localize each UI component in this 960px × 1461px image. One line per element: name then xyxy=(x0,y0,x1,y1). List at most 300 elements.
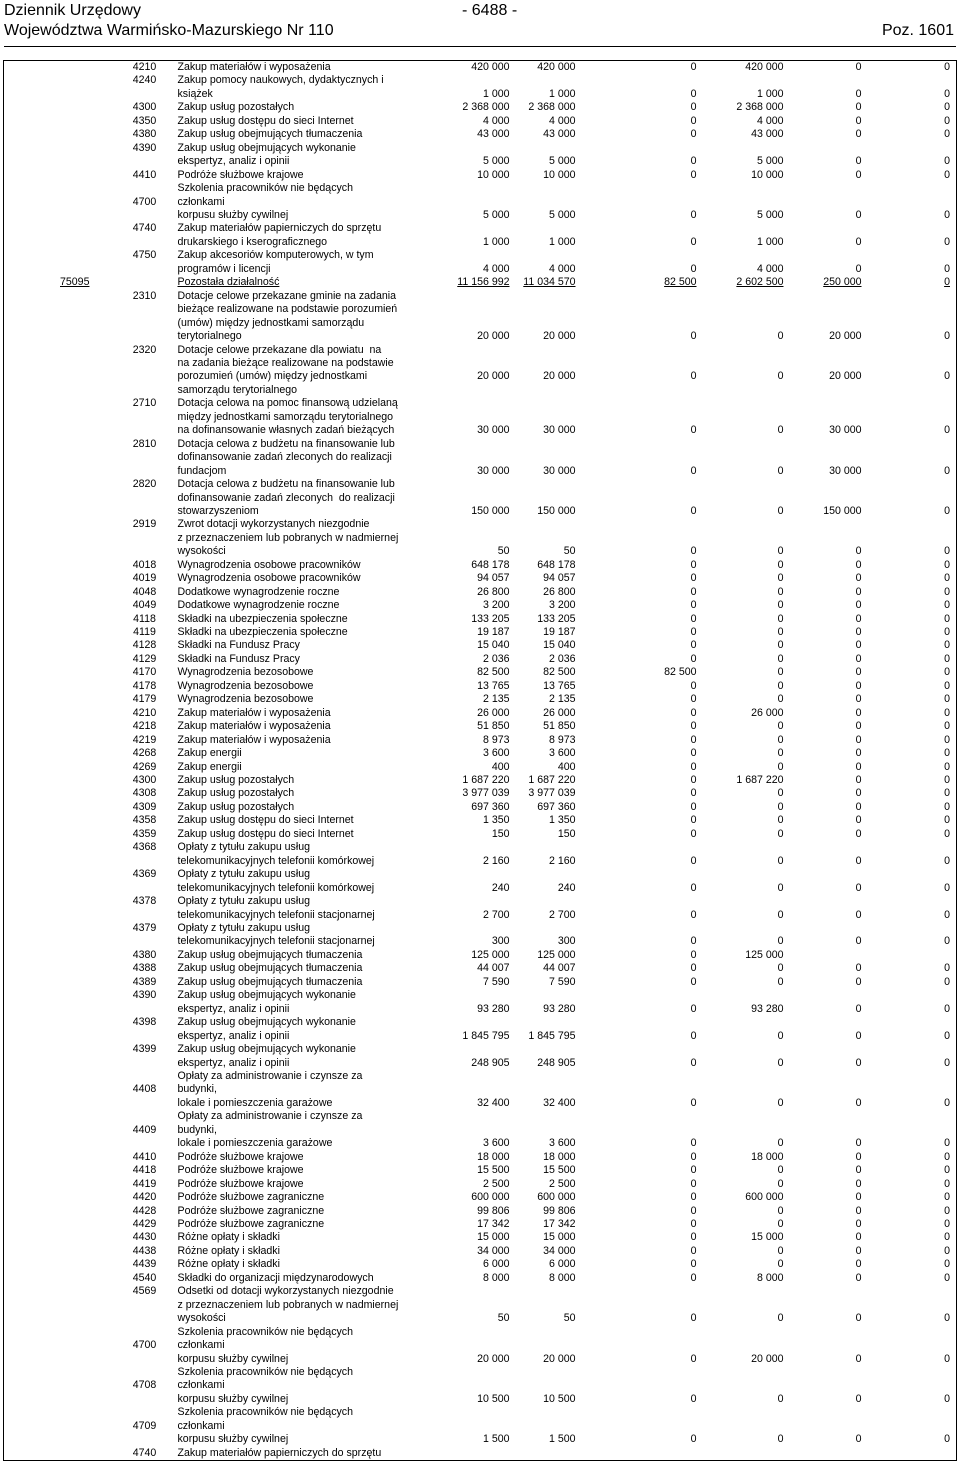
amount-cell: 4 000 xyxy=(548,262,576,275)
description-cell: Opłaty z tytułu zakupu usług telekomunikacyjnych telefonii stacjonarnej xyxy=(177,922,375,948)
page-number: - 6488 - xyxy=(462,2,518,19)
amount-cell: 0 xyxy=(855,814,862,827)
amount-cell: 0 xyxy=(944,114,950,127)
amount-cell: 0 xyxy=(690,679,697,692)
paragraph-cell: 4369 xyxy=(132,868,157,881)
amount-cell: 3 200 xyxy=(548,599,576,612)
amount-cell: 3 600 xyxy=(482,747,510,760)
table-row xyxy=(4,814,957,827)
amount-cell: 0 xyxy=(944,168,950,181)
amount-cell: 0 xyxy=(944,666,950,679)
amount-cell: 50 xyxy=(563,1312,576,1325)
description-cell: Pozostała działalność xyxy=(177,276,280,289)
amount-cell: 44 007 xyxy=(477,962,510,975)
amount-cell: 1 000 xyxy=(756,235,784,248)
amount-cell: 8 973 xyxy=(482,733,510,746)
amount-cell: 20 000 xyxy=(477,1352,510,1365)
amount-cell: 99 806 xyxy=(543,1204,576,1217)
paragraph-cell: 4300 xyxy=(132,101,157,114)
description-cell: Zakup usług obejmujących wykonanie ekspertyz, analiz i opinii xyxy=(177,141,356,168)
paragraph-cell: 4410 xyxy=(132,1150,157,1163)
amount-cell: 2 368 000 xyxy=(736,101,784,114)
amount-cell: 0 xyxy=(855,612,862,625)
amount-cell: 2 368 000 xyxy=(528,101,576,114)
section-cell xyxy=(4,1178,116,1191)
description-cell: Szkolenia pracowników nie będących członkami korpusu służby cywilnej xyxy=(177,1325,353,1365)
amount-cell: 0 xyxy=(690,760,697,773)
table-row xyxy=(4,1326,957,1366)
section-cell xyxy=(4,1326,116,1366)
amount-cell: 2 500 xyxy=(548,1177,576,1190)
amount-cell: 0 xyxy=(777,424,784,437)
amount-cell: 0 xyxy=(855,1002,862,1015)
paragraph-cell xyxy=(116,276,174,289)
amount-cell: 2 036 xyxy=(482,652,510,665)
paragraph-cell: 4018 xyxy=(132,558,157,571)
amount-cell: 0 xyxy=(690,908,697,921)
amount-cell: 44 007 xyxy=(543,962,576,975)
section-cell xyxy=(4,1272,116,1285)
table-row xyxy=(4,989,957,1016)
amount-cell: 0 xyxy=(855,787,862,800)
paragraph-cell: 4569 xyxy=(132,1285,157,1298)
amount-cell: 20 000 xyxy=(477,330,510,343)
amount-cell: 20 000 xyxy=(829,330,862,343)
amount-cell: 0 xyxy=(944,733,950,746)
table-row xyxy=(4,169,957,182)
description-cell: Szkolenia pracowników nie będących członkami korpusu służby cywilnej xyxy=(177,1406,353,1446)
description-cell: Składki do organizacji międzynarodowych xyxy=(177,1271,374,1284)
amount-cell: 0 xyxy=(944,827,950,840)
amount-cell: 0 xyxy=(855,1217,862,1230)
section-cell xyxy=(4,962,116,975)
amount-cell: 26 000 xyxy=(477,706,510,719)
description-cell: Podróże służbowe krajowe xyxy=(177,168,304,181)
amount-cell: 1 845 795 xyxy=(462,1029,510,1042)
paragraph-cell: 4429 xyxy=(132,1217,157,1230)
table-row xyxy=(4,639,957,652)
amount-cell: 0 xyxy=(777,652,784,665)
amount-cell: 20 000 xyxy=(543,330,576,343)
amount-cell: 648 178 xyxy=(471,558,510,571)
description-cell: Wynagrodzenia bezosobowe xyxy=(177,693,314,706)
amount-cell: 17 342 xyxy=(543,1217,576,1230)
amount-cell: 0 xyxy=(944,612,950,625)
amount-cell: 0 xyxy=(944,1244,950,1257)
amount-cell: 26 000 xyxy=(751,706,784,719)
amount-cell: 1 000 xyxy=(756,87,784,100)
table-row xyxy=(4,559,957,572)
table-row xyxy=(4,142,957,169)
amount-cell: 0 xyxy=(690,330,697,343)
description-cell: Wynagrodzenia osobowe pracowników xyxy=(177,558,361,571)
paragraph-cell: 4409 xyxy=(132,1123,157,1136)
amount-cell: 0 xyxy=(855,1029,862,1042)
amount-cell: 43 000 xyxy=(543,128,576,141)
section-cell xyxy=(4,922,116,949)
amount-cell: 10 500 xyxy=(477,1392,510,1405)
description-cell: Podróże służbowe krajowe xyxy=(177,1164,304,1177)
amount-cell: 0 xyxy=(944,370,950,383)
amount-cell: 300 xyxy=(557,935,576,948)
amount-cell: 0 xyxy=(944,504,950,517)
amount-cell: 30 000 xyxy=(829,464,862,477)
amount-cell: 0 xyxy=(690,504,697,517)
amount-cell: 1 687 220 xyxy=(462,774,510,787)
amount-cell: 0 xyxy=(944,276,950,289)
table-row xyxy=(4,1285,957,1325)
table-row xyxy=(4,707,957,720)
amount-cell: 2 135 xyxy=(482,693,510,706)
amount-cell: 0 xyxy=(855,1056,862,1069)
section-cell xyxy=(4,290,116,344)
amount-cell: 0 xyxy=(777,1137,784,1150)
description-cell: Zakup usług obejmujących tłumaczenia xyxy=(177,975,363,988)
amount-cell: 0 xyxy=(944,1029,950,1042)
amount-cell: 0 xyxy=(777,666,784,679)
amount-cell: 50 xyxy=(497,545,510,558)
amount-cell: 18 000 xyxy=(543,1150,576,1163)
description-cell: Opłaty z tytułu zakupu usług telekomunikacyjnych telefonii komórkowej xyxy=(177,868,375,894)
amount-cell: 0 xyxy=(855,626,862,639)
section-cell xyxy=(4,1285,116,1325)
amount-cell: 0 xyxy=(944,693,950,706)
amount-cell: 30 000 xyxy=(543,464,576,477)
section-cell xyxy=(4,720,116,733)
amount-cell: 0 xyxy=(855,168,862,181)
amount-cell: 26 800 xyxy=(543,585,576,598)
description-cell: Opłaty z tytułu zakupu usług telekomunikacyjnych telefonii stacjonarnej xyxy=(177,895,375,921)
amount-cell: 0 xyxy=(855,1150,862,1163)
amount-cell: 300 xyxy=(491,935,510,948)
amount-cell: 0 xyxy=(944,1204,950,1217)
description-cell: Zakup pomocy naukowych, dydaktycznych i książek xyxy=(177,74,384,100)
amount-cell: 0 xyxy=(944,706,950,719)
amount-cell: 10 500 xyxy=(543,1392,576,1405)
amount-cell: 0 xyxy=(777,1433,784,1446)
amount-cell: 2 135 xyxy=(548,693,576,706)
paragraph-cell: 4129 xyxy=(132,652,157,665)
amount-cell: 0 xyxy=(855,1231,862,1244)
amount-cell: 0 xyxy=(944,1096,950,1109)
table-row xyxy=(4,841,957,868)
amount-cell: 0 xyxy=(944,854,950,867)
description-cell: Zakup materiałów i wyposażenia xyxy=(177,706,331,719)
description-cell: Zakup materiałów papierniczych do sprzętu xyxy=(177,1446,382,1459)
amount-cell: 0 xyxy=(944,1137,950,1150)
amount-cell xyxy=(868,949,957,962)
amount-cell: 0 xyxy=(777,639,784,652)
paragraph-cell: 4170 xyxy=(132,666,157,679)
section-cell xyxy=(4,747,116,760)
amount-cell: 1 000 xyxy=(548,235,576,248)
amount-cell: 0 xyxy=(855,558,862,571)
paragraph-cell: 4179 xyxy=(132,693,157,706)
table-row xyxy=(4,693,957,706)
amount-cell: 0 xyxy=(777,733,784,746)
description-cell: Opłaty za administrowanie i czynsze za budynki, lokale i pomieszczenia garażowe xyxy=(177,1069,363,1109)
amount-cell: 0 xyxy=(690,747,697,760)
amount-cell: 0 xyxy=(855,693,862,706)
amount-cell: 0 xyxy=(777,1258,784,1271)
amount-cell: 0 xyxy=(777,760,784,773)
table-row xyxy=(4,922,957,949)
amount-cell: 1 687 220 xyxy=(736,774,784,787)
paragraph-cell: 4700 xyxy=(132,1339,157,1352)
paragraph-cell: 4379 xyxy=(132,922,157,934)
section-cell xyxy=(4,949,116,962)
amount-cell: 5 000 xyxy=(548,208,576,221)
paragraph-cell: 4308 xyxy=(132,787,157,800)
table-row xyxy=(4,1043,957,1070)
paragraph-cell: 4118 xyxy=(133,612,156,625)
amount-cell: 10 000 xyxy=(751,168,784,181)
amount-cell: 0 xyxy=(944,1217,950,1230)
section-cell xyxy=(4,895,116,922)
section-cell xyxy=(4,1231,116,1244)
amount-cell: 0 xyxy=(777,1056,784,1069)
description-cell: Zakup akcesoriów komputerowych, w tym programów i licencji xyxy=(177,249,374,275)
amount-cell: 20 000 xyxy=(829,370,862,383)
section-cell: 75095 xyxy=(60,276,90,289)
amount-cell: 0 xyxy=(855,706,862,719)
amount-cell: 0 xyxy=(855,747,862,760)
amount-cell: 0 xyxy=(690,1231,697,1244)
description-cell: Odsetki od dotacji wykorzystanych niezgodnie z przeznaczeniem lub pobranych w nadmiernej wysokości xyxy=(177,1285,399,1325)
amount-cell: 0 xyxy=(690,1204,697,1217)
section-cell xyxy=(4,344,116,384)
table-row xyxy=(4,1205,957,1218)
description-cell: Podróże służbowe krajowe xyxy=(177,1177,304,1190)
amount-cell: 0 xyxy=(690,626,697,639)
amount-cell: 0 xyxy=(855,585,862,598)
amount-cell: 0 xyxy=(777,827,784,840)
amount-cell: 0 xyxy=(690,881,697,894)
amount-cell: 1 350 xyxy=(548,814,576,827)
amount-cell: 420 000 xyxy=(471,61,510,73)
amount-cell: 0 xyxy=(690,545,697,558)
table-row xyxy=(4,962,957,975)
amount-cell: 7 590 xyxy=(548,975,576,988)
description-cell: Składki na Fundusz Pracy xyxy=(177,652,300,665)
amount-cell: 15 000 xyxy=(751,1231,784,1244)
amount-cell: 0 xyxy=(944,1271,950,1284)
description-cell: Zakup usług obejmujących wykonanie ekspertyz, analiz i opinii xyxy=(177,1043,356,1069)
amount-cell: 0 xyxy=(944,572,950,585)
amount-cell: 2 160 xyxy=(482,854,510,867)
amount-cell: 82 500 xyxy=(543,666,576,679)
section-cell xyxy=(4,1218,116,1231)
amount-cell: 94 057 xyxy=(543,572,576,585)
amount-cell: 0 xyxy=(690,155,697,168)
amount-cell: 0 xyxy=(944,464,950,477)
table-row xyxy=(4,290,957,344)
amount-cell: 0 xyxy=(690,599,697,612)
amount-cell: 125 000 xyxy=(471,948,510,961)
description-cell: Zakup usług dostępu do sieci Internet xyxy=(177,114,354,127)
table-row xyxy=(4,1406,957,1446)
amount-cell: 82 500 xyxy=(477,666,510,679)
section-cell xyxy=(4,801,116,814)
amount-cell: 0 xyxy=(944,679,950,692)
paragraph-cell: 4269 xyxy=(132,760,157,773)
description-cell: Składki na ubezpieczenia społeczne xyxy=(177,612,348,625)
amount-cell: 0 xyxy=(777,504,784,517)
amount-cell: 32 400 xyxy=(543,1096,576,1109)
amount-cell: 0 xyxy=(944,652,950,665)
amount-cell: 0 xyxy=(777,908,784,921)
amount-cell: 0 xyxy=(690,1164,697,1177)
description-cell: Zakup usług dostępu do sieci Internet xyxy=(177,827,354,840)
amount-cell: 0 xyxy=(777,962,784,975)
amount-cell: 0 xyxy=(944,558,950,571)
paragraph-cell: 4019 xyxy=(132,572,157,585)
amount-cell: 20 000 xyxy=(543,1352,576,1365)
amount-cell: 10 000 xyxy=(477,168,510,181)
table-row xyxy=(4,761,957,774)
amount-cell: 0 xyxy=(690,827,697,840)
section-cell xyxy=(4,666,116,679)
amount-cell: 0 xyxy=(944,1191,950,1204)
amount-cell: 2 160 xyxy=(548,854,576,867)
section-cell xyxy=(4,693,116,706)
amount-cell: 2 700 xyxy=(482,908,510,921)
amount-cell: 0 xyxy=(690,424,697,437)
amount-cell: 0 xyxy=(690,1096,697,1109)
amount-cell: 11 156 992 xyxy=(457,276,510,289)
paragraph-cell: 4218 xyxy=(132,720,157,733)
amount-cell: 19 187 xyxy=(543,626,576,639)
amount-cell: 0 xyxy=(855,962,862,975)
amount-cell: 0 xyxy=(855,87,862,100)
section-cell xyxy=(4,1406,116,1446)
amount-cell: 0 xyxy=(855,1164,862,1177)
amount-cell: 0 xyxy=(777,1244,784,1257)
section-cell xyxy=(4,478,116,518)
amount-cell: 0 xyxy=(777,1392,784,1405)
amount-cell: 0 xyxy=(855,800,862,813)
amount-cell: 0 xyxy=(777,1096,784,1109)
amount-cell: 0 xyxy=(777,585,784,598)
description-cell: Zakup usług pozostałych xyxy=(177,787,295,800)
amount-cell: 0 xyxy=(855,235,862,248)
section-cell xyxy=(4,761,116,774)
amount-cell: 420 000 xyxy=(745,61,784,73)
amount-cell: 133 205 xyxy=(537,612,576,625)
amount-cell: 3 200 xyxy=(482,599,510,612)
amount-cell: 248 905 xyxy=(537,1056,576,1069)
amount-cell: 0 xyxy=(855,1312,862,1325)
amount-cell: 5 000 xyxy=(756,208,784,221)
amount-cell: 2 602 500 xyxy=(736,276,784,289)
section-cell xyxy=(4,182,116,222)
table-row xyxy=(4,115,957,128)
amount-cell: 0 xyxy=(855,1352,862,1365)
amount-cell: 82 500 xyxy=(664,276,697,289)
paragraph-cell: 2810 xyxy=(132,437,157,450)
section-cell xyxy=(4,61,116,75)
description-cell: Dotacja celowa z budżetu na finansowanie lub dofinansowanie zadań zleconych do realizacji fundacjom xyxy=(177,437,395,477)
section-cell xyxy=(4,1043,116,1070)
section-cell xyxy=(4,774,116,787)
section-cell xyxy=(4,384,116,438)
section-cell xyxy=(4,74,116,101)
paragraph-cell: 4399 xyxy=(132,1043,157,1056)
amount-cell: 250 000 xyxy=(823,276,862,289)
amount-cell: 20 000 xyxy=(477,370,510,383)
table-row xyxy=(4,895,957,922)
amount-cell: 18 000 xyxy=(477,1150,510,1163)
amount-cell: 82 500 xyxy=(664,666,697,679)
section-cell xyxy=(4,787,116,800)
section-cell xyxy=(4,680,116,693)
description-cell: Dotacje celowe przekazane gminie na zadania bieżące realizowane na podstawie porozumień (umów) między jednostkami samorządu terytorialnego xyxy=(177,289,398,343)
table-row xyxy=(4,438,957,478)
amount-cell: 3 600 xyxy=(548,1137,576,1150)
amount-cell: 99 806 xyxy=(477,1204,510,1217)
amount-cell: 3 600 xyxy=(482,1137,510,1150)
page-header xyxy=(4,0,956,47)
description-cell: Szkolenia pracowników nie będących członkami korpusu służby cywilnej xyxy=(177,182,353,221)
amount-cell: 0 xyxy=(690,61,697,73)
amount-cell: 0 xyxy=(690,87,697,100)
amount-cell: 0 xyxy=(690,1433,697,1446)
paragraph-cell: 4438 xyxy=(132,1244,157,1257)
amount-cell: 0 xyxy=(855,975,862,988)
table-row xyxy=(4,734,957,747)
amount-cell: 0 xyxy=(777,975,784,988)
amount-cell: 0 xyxy=(944,787,950,800)
amount-cell: 0 xyxy=(944,262,950,275)
amount-cell: 0 xyxy=(855,208,862,221)
section-cell xyxy=(4,1245,116,1258)
amount-cell: 0 xyxy=(690,800,697,813)
amount-cell: 0 xyxy=(690,652,697,665)
table-row xyxy=(4,1110,957,1150)
amount-cell: 1 000 xyxy=(482,87,510,100)
paragraph-cell: 2710 xyxy=(132,397,157,410)
amount-cell: 8 000 xyxy=(482,1271,510,1284)
amount-cell: 43 000 xyxy=(477,128,510,141)
amount-cell: 2 500 xyxy=(482,1177,510,1190)
amount-cell: 93 280 xyxy=(477,1002,510,1015)
section-cell xyxy=(4,841,116,868)
amount-cell: 0 xyxy=(944,101,950,114)
amount-cell: 0 xyxy=(855,262,862,275)
amount-cell: 0 xyxy=(690,558,697,571)
paragraph-cell: 4420 xyxy=(132,1191,157,1204)
amount-cell: 0 xyxy=(855,1177,862,1190)
table-row xyxy=(4,599,957,612)
amount-cell: 0 xyxy=(690,787,697,800)
amount-cell: 0 xyxy=(690,1056,697,1069)
amount-cell: 125 000 xyxy=(537,948,576,961)
amount-cell: 5 000 xyxy=(482,155,510,168)
section-cell xyxy=(4,1110,116,1150)
amount-cell: 0 xyxy=(690,370,697,383)
description-cell: Podróże służbowe zagraniczne xyxy=(177,1217,325,1230)
amount-cell: 0 xyxy=(690,1150,697,1163)
amount-cell: 19 187 xyxy=(477,626,510,639)
section-cell xyxy=(4,559,116,572)
amount-cell: 0 xyxy=(855,1096,862,1109)
paragraph-cell: 4210 xyxy=(132,706,157,719)
paragraph-cell: 4219 xyxy=(132,733,157,746)
amount-cell: 15 500 xyxy=(477,1164,510,1177)
amount-cell: 600 000 xyxy=(537,1191,576,1204)
paragraph-cell: 4389 xyxy=(132,975,157,988)
amount-cell: 0 xyxy=(944,585,950,598)
